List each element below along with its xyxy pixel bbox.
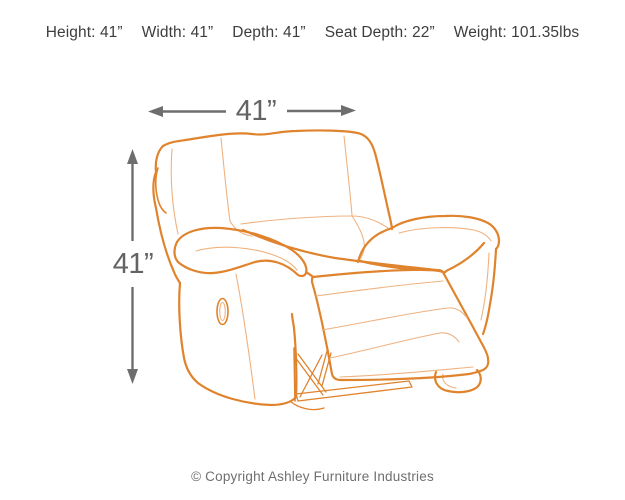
spec-seat-depth: Seat Depth: 22” <box>324 24 435 41</box>
height-arrow <box>113 149 153 384</box>
recline-handle-icon <box>217 299 228 325</box>
spec-weight: Weight: 101.35lbs <box>453 24 580 41</box>
recliner-line-art <box>153 130 499 409</box>
spec-width: Width: 41” <box>141 24 214 41</box>
width-dimension-label: 41” <box>235 95 277 127</box>
width-arrow <box>148 95 356 127</box>
recliner-outline <box>153 130 499 405</box>
recliner-seam-lines <box>171 136 491 399</box>
copyright-text: © Copyright Ashley Furniture Industries <box>191 469 434 484</box>
spec-height: Height: 41” <box>45 24 123 41</box>
spec-depth: Depth: 41” <box>232 24 306 41</box>
height-dimension-label: 41” <box>112 248 154 280</box>
